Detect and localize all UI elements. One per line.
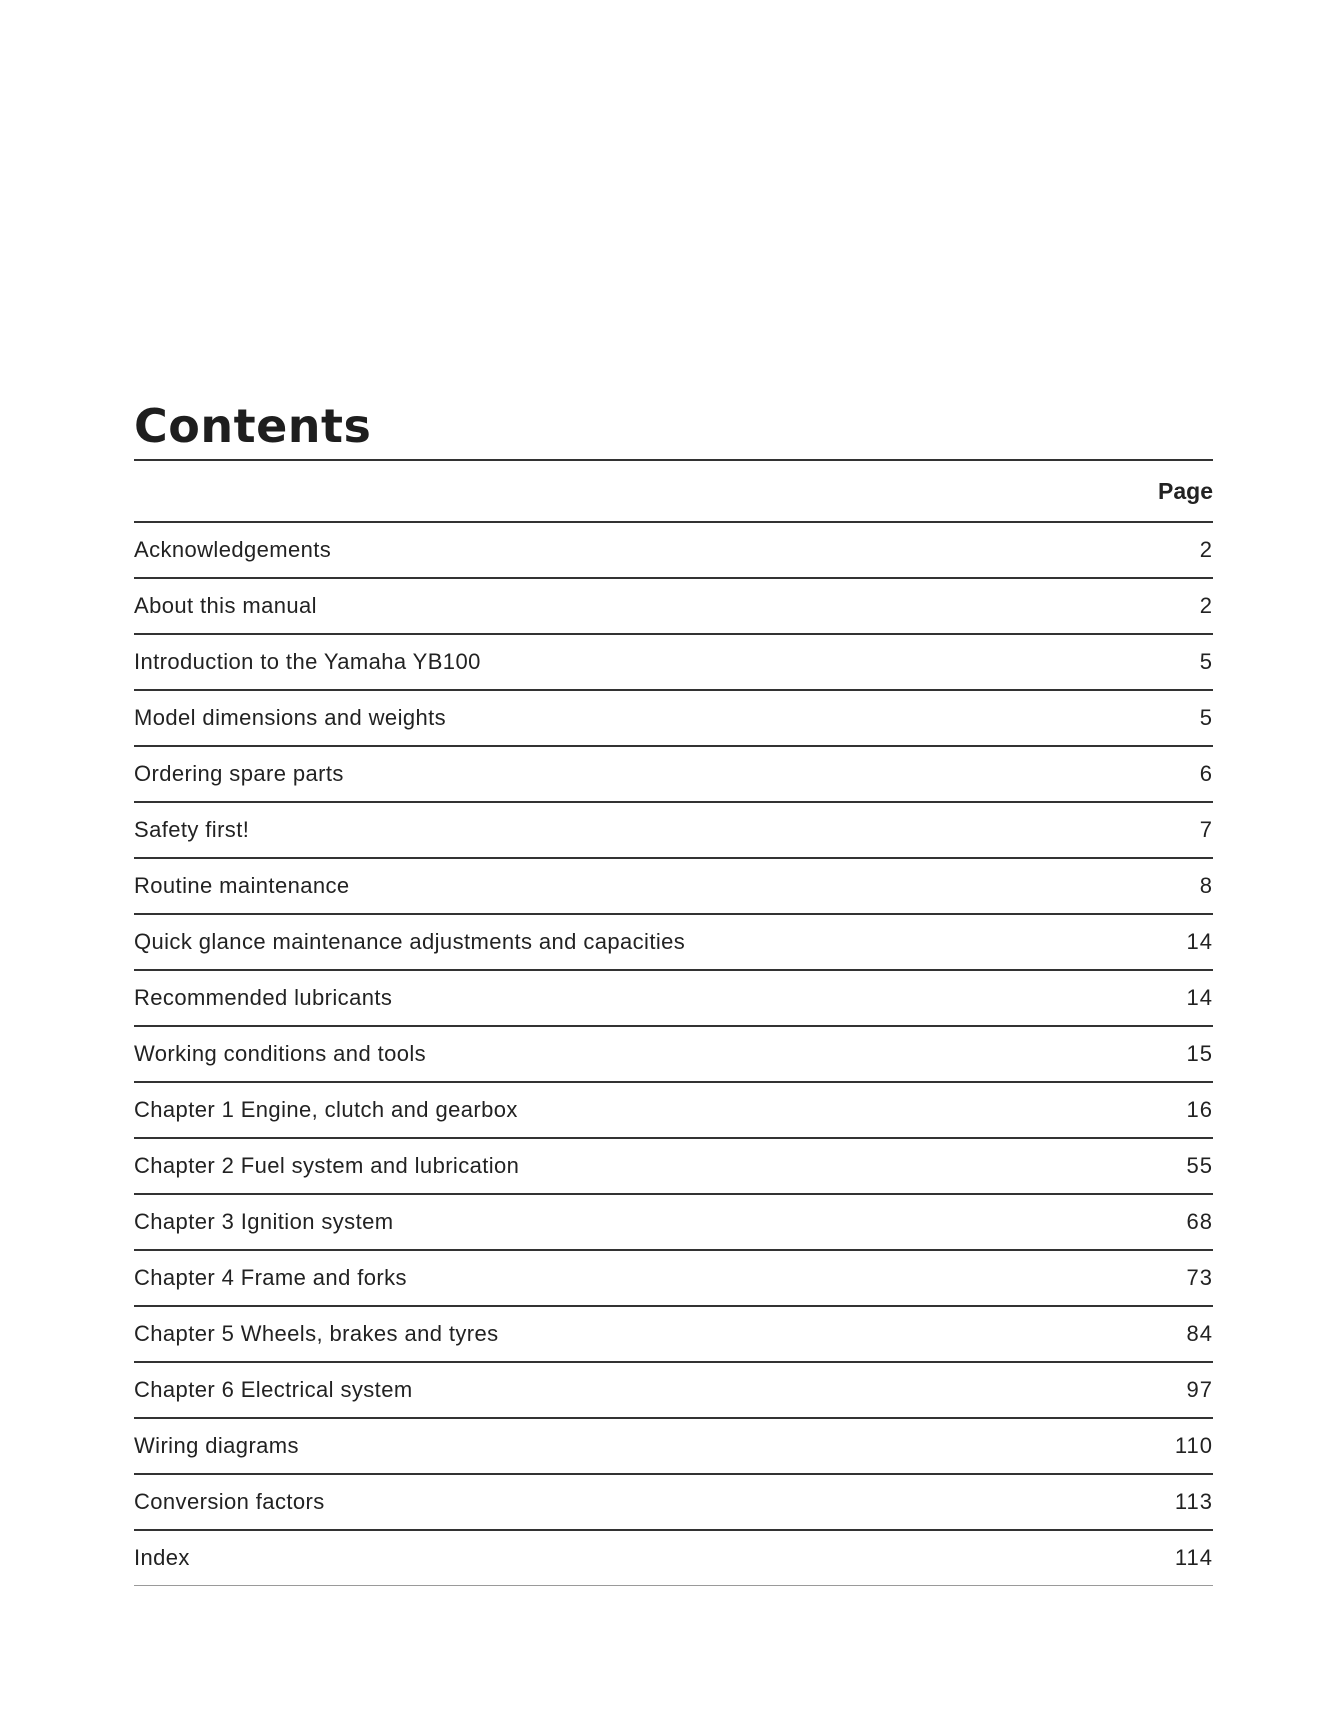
- toc-entry-label: Chapter 5 Wheels, brakes and tyres: [134, 1321, 499, 1346]
- toc-entry[interactable]: [134, 1475, 1213, 1531]
- toc-entry-page-number: 55: [1186, 1153, 1213, 1178]
- toc-entry-page-number: 8: [1199, 873, 1213, 898]
- toc-entry-page-number: 14: [1186, 929, 1213, 954]
- toc-entry-label: Working conditions and tools: [134, 1041, 427, 1066]
- toc-entry[interactable]: [134, 859, 1213, 915]
- toc-entry[interactable]: [134, 1419, 1213, 1475]
- toc-entry-label: Chapter 3 Ignition system: [134, 1209, 394, 1234]
- toc-entry-label: Conversion factors: [134, 1489, 325, 1514]
- toc-entry[interactable]: [134, 1363, 1213, 1419]
- toc-entry[interactable]: [134, 579, 1213, 635]
- toc-entry[interactable]: [134, 1195, 1213, 1251]
- page-title: Contents: [134, 399, 372, 453]
- toc-entry-page-number: 14: [1186, 985, 1213, 1010]
- toc-entry-page-number: 7: [1199, 817, 1213, 842]
- toc-entry-label: Recommended lubricants: [134, 985, 393, 1010]
- toc-entry-page-number: 6: [1199, 761, 1213, 786]
- toc-entry[interactable]: [134, 635, 1213, 691]
- toc-entry-page-number: 84: [1186, 1321, 1213, 1346]
- toc-entry[interactable]: [134, 803, 1213, 859]
- toc-entry-page-number: 68: [1186, 1209, 1213, 1234]
- toc-entry-page-number: 2: [1199, 593, 1213, 618]
- toc-entry[interactable]: [134, 971, 1213, 1027]
- toc-entry[interactable]: [134, 1027, 1213, 1083]
- toc-entry-label: Routine maintenance: [134, 873, 350, 898]
- toc-entry[interactable]: [134, 915, 1213, 971]
- contents-page: [134, 396, 1213, 1586]
- toc-entry[interactable]: [134, 523, 1213, 579]
- toc-entry-label: Index: [134, 1545, 190, 1570]
- toc-entry[interactable]: [134, 1307, 1213, 1363]
- toc-entry[interactable]: [134, 1083, 1213, 1139]
- toc-list: [134, 523, 1213, 1586]
- toc-entry-label: Chapter 6 Electrical system: [134, 1377, 413, 1402]
- toc-entry-page-number: 113: [1174, 1489, 1213, 1514]
- page-column-header: Page: [1158, 477, 1213, 504]
- toc-entry-page-number: 114: [1174, 1545, 1213, 1570]
- toc-entry-label: Chapter 2 Fuel system and lubrication: [134, 1153, 520, 1178]
- toc-entry[interactable]: [134, 1531, 1213, 1586]
- toc-entry-label: Model dimensions and weights: [134, 705, 447, 730]
- toc-entry-label: Acknowledgements: [134, 537, 332, 562]
- toc-entry-label: Ordering spare parts: [134, 761, 344, 786]
- toc-entry-page-number: 5: [1199, 649, 1213, 674]
- toc-entry-label: Introduction to the Yamaha YB100: [134, 649, 481, 674]
- toc-entry-page-number: 15: [1186, 1041, 1213, 1066]
- toc-entry[interactable]: [134, 1251, 1213, 1307]
- toc-entry[interactable]: [134, 691, 1213, 747]
- toc-entry[interactable]: [134, 1139, 1213, 1195]
- toc-entry-page-number: 73: [1186, 1265, 1213, 1290]
- toc-entry-label: Wiring diagrams: [134, 1433, 299, 1458]
- toc-entry[interactable]: [134, 747, 1213, 803]
- toc-entry-label: Quick glance maintenance adjustments and capacities: [134, 929, 686, 954]
- toc-entry-page-number: 110: [1174, 1433, 1213, 1458]
- toc-entry-page-number: 5: [1199, 705, 1213, 730]
- page-column-header-row: [134, 461, 1213, 523]
- toc-entry-label: Chapter 4 Frame and forks: [134, 1265, 407, 1290]
- toc-entry-page-number: 2: [1199, 537, 1213, 562]
- toc-entry-label: Chapter 1 Engine, clutch and gearbox: [134, 1097, 518, 1122]
- toc-entry-label: About this manual: [134, 593, 317, 618]
- toc-entry-page-number: 16: [1186, 1097, 1213, 1122]
- toc-entry-label: Safety first!: [134, 817, 250, 842]
- toc-entry-page-number: 97: [1186, 1377, 1213, 1402]
